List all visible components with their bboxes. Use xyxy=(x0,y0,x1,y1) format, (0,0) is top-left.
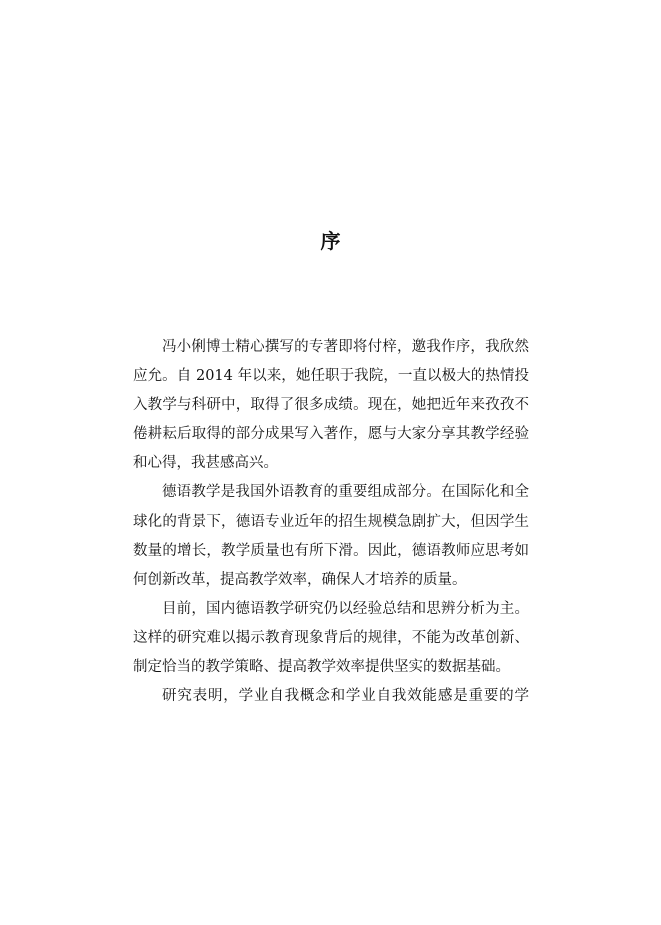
page-title: 序 xyxy=(320,229,341,253)
text-line: 和心得，我甚感高兴。 xyxy=(133,455,278,472)
text-line: 目前，国内德语教学研究仍以经验总结和思辨分析为主。 xyxy=(162,600,529,617)
paragraph-2 xyxy=(133,478,529,594)
text-line: 制定恰当的教学策略、提高教学效率提供坚实的数据基础。 xyxy=(133,659,510,676)
paragraph-4 xyxy=(133,682,529,711)
preface-body xyxy=(133,333,529,711)
text-line: 何创新改革，提高教学效率，确保人才培养的质量。 xyxy=(133,571,467,588)
text-line: 德语教学是我国外语教育的重要组成部分。在国际化和全 xyxy=(162,484,529,501)
text-line: 球化的背景下，德语专业近年的招生规模急剧扩大，但因学生 xyxy=(133,513,529,530)
text-line: 这样的研究难以揭示教育现象背后的规律，不能为改革创新、 xyxy=(133,629,529,646)
text-line: 研究表明，学业自我概念和学业自我效能感是重要的学 xyxy=(162,688,529,705)
text-line: 冯小俐博士精心撰写的专著即将付梓，邀我作序，我欣然 xyxy=(162,339,529,355)
text-line: 数量的增长，教学质量也有所下滑。因此，德语教师应思考如 xyxy=(133,542,529,559)
text-line: 入教学与科研中，取得了很多成绩。现在，她把近年来孜孜不 xyxy=(133,397,529,414)
paragraph-3 xyxy=(133,595,529,682)
paragraph-1 xyxy=(133,333,529,478)
text-line: 应允。自 2014 年以来，她任职于我院，一直以极大的热情投 xyxy=(133,368,529,385)
text-line: 倦耕耘后取得的部分成果写入著作，愿与大家分享其教学经验 xyxy=(133,426,529,443)
